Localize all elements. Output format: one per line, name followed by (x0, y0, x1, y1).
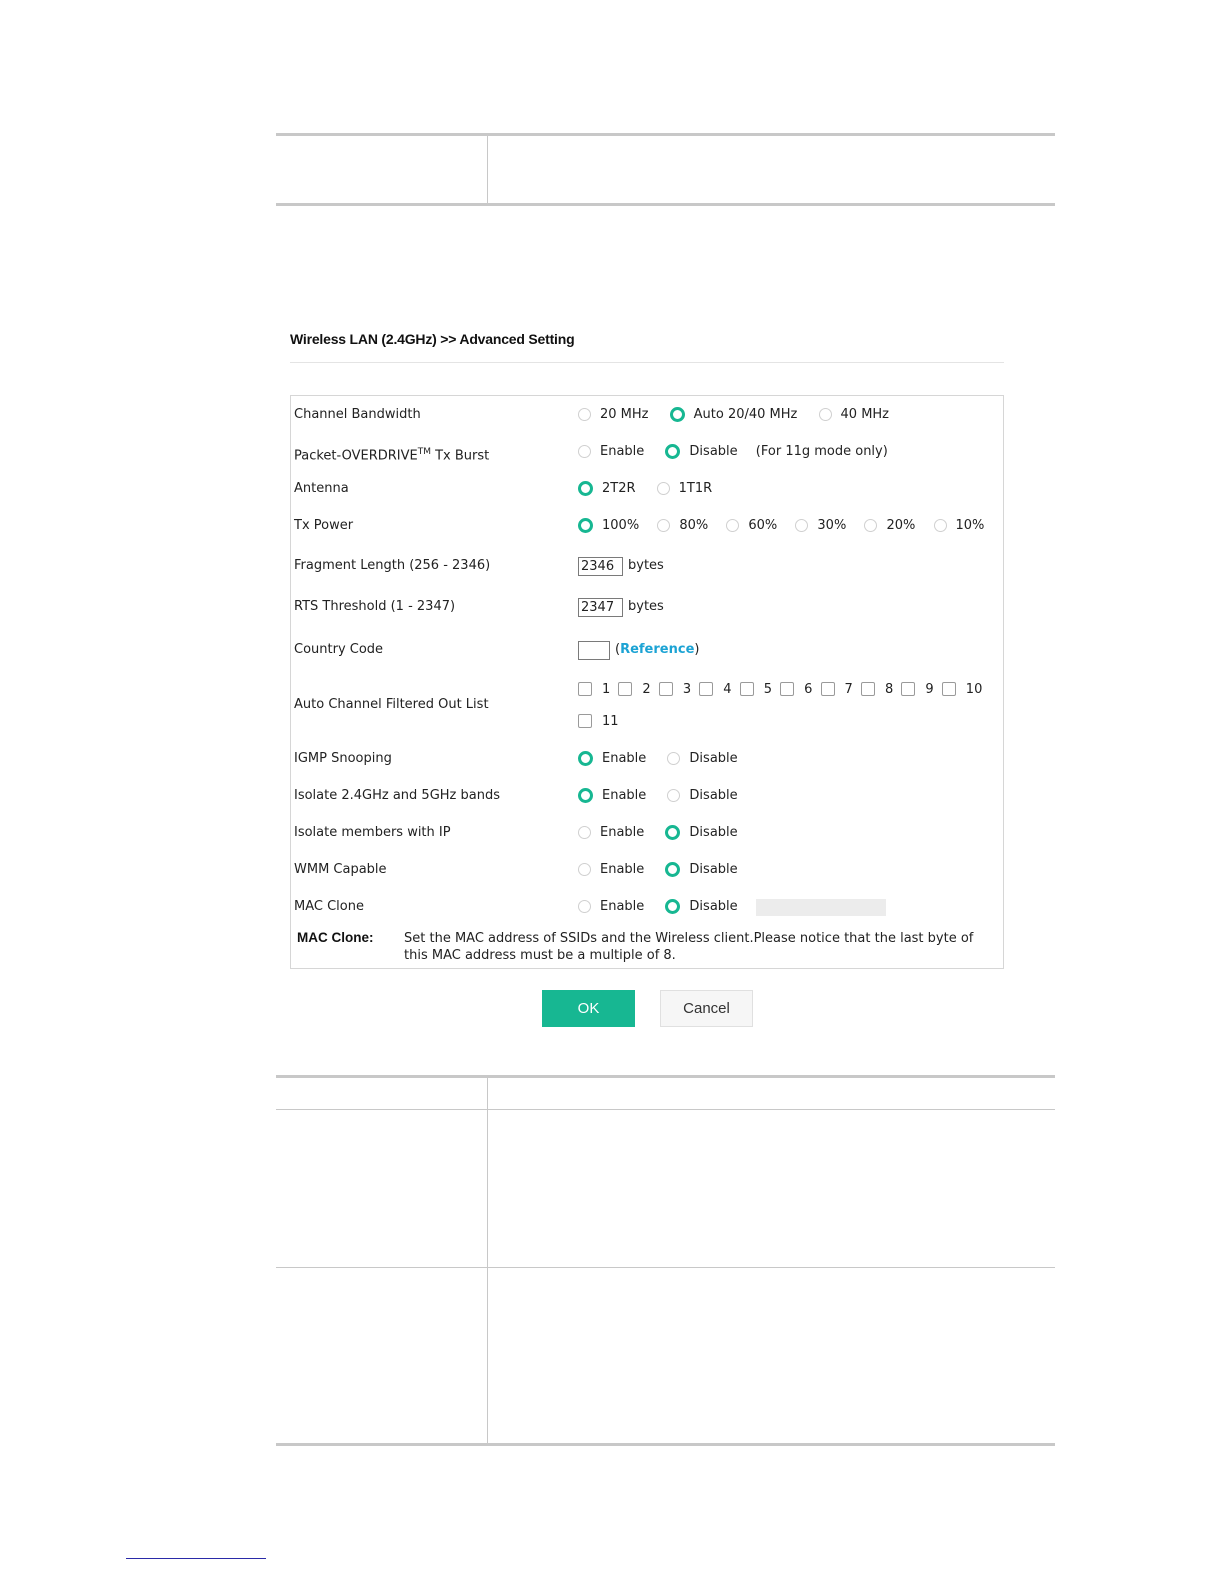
channel-8-checkbox[interactable] (861, 682, 875, 696)
tx-burst-disable-radio[interactable] (665, 444, 680, 459)
channel-7-checkbox[interactable] (821, 682, 835, 696)
channel-7-option[interactable] (821, 678, 853, 702)
channel-11-checkbox[interactable] (578, 714, 592, 728)
channel-9-option[interactable] (901, 678, 933, 702)
country-code-row (294, 638, 1000, 662)
antenna-label: Antenna (294, 481, 349, 496)
bottom-table-header-rule (276, 1109, 1055, 1110)
wmm-enable-radio[interactable] (578, 863, 591, 876)
igmp-disable-text: Disable (689, 751, 738, 766)
tx-power-30-text: 30% (817, 518, 847, 533)
auto-channel-label: Auto Channel Filtered Out List (294, 697, 489, 712)
channel-bandwidth-label: Channel Bandwidth (294, 407, 421, 422)
auto-channel-list-line1 (578, 678, 982, 702)
tx-power-row (294, 514, 1000, 538)
channel-3-text: 3 (682, 682, 692, 697)
bottom-table-rule-bottom (276, 1443, 1055, 1446)
isolate-members-label: Isolate members with IP (294, 825, 451, 840)
channel-1-text: 1 (602, 682, 611, 697)
tx-burst-label-main: Packet-OVERDRIVE (294, 448, 418, 464)
igmp-enable-text: Enable (602, 751, 647, 766)
note-text: Set the MAC address of SSIDs and the Wireless client.Please notice that the last byte of this MAC address must be a multiple of 8. (404, 931, 974, 963)
channel-4-checkbox[interactable] (699, 682, 713, 696)
tx-power-100-option[interactable] (578, 514, 639, 538)
channel-6-checkbox[interactable] (780, 682, 794, 696)
tx-power-100-radio[interactable] (578, 518, 593, 533)
footer-link-underline (126, 1558, 266, 1559)
top-table-rule-top (276, 133, 1055, 136)
bandwidth-40mhz-text: 40 MHz (840, 407, 890, 422)
wmm-label: WMM Capable (294, 862, 387, 877)
note-label: MAC Clone: (297, 930, 374, 945)
isolate-members-enable-text: Enable (600, 825, 645, 840)
isolate-bands-enable-text: Enable (602, 788, 647, 803)
tx-power-10-option[interactable] (934, 514, 985, 538)
title-divider (290, 362, 1004, 363)
tx-burst-label-sup: TM (417, 447, 431, 457)
igmp-enable-option[interactable] (578, 747, 646, 771)
tx-burst-label-tail: Tx Burst (430, 448, 490, 464)
wmm-disable-text: Disable (689, 862, 738, 877)
wmm-enable-text: Enable (600, 862, 645, 877)
igmp-snooping-row (294, 747, 1000, 771)
tx-power-20-option[interactable] (864, 514, 915, 538)
channel-9-text: 9 (925, 682, 934, 697)
bottom-table-rule-top (276, 1075, 1055, 1078)
tx-burst-enable-radio[interactable] (578, 445, 591, 458)
isolate-bands-disable-radio[interactable] (667, 789, 680, 802)
tx-power-20-text: 20% (886, 518, 916, 533)
mac-clone-enable-option[interactable] (578, 895, 644, 919)
tx-power-10-radio[interactable] (934, 519, 947, 532)
channel-6-text: 6 (804, 682, 813, 697)
channel-2-option[interactable] (618, 678, 650, 702)
channel-11-option[interactable] (578, 710, 619, 734)
channel-5-option[interactable] (740, 678, 772, 702)
antenna-2t2r-text: 2T2R (602, 481, 636, 496)
tx-power-80-option[interactable] (657, 514, 708, 538)
channel-7-text: 7 (844, 682, 853, 697)
igmp-enable-radio[interactable] (578, 751, 593, 766)
rts-threshold-row (294, 595, 1000, 619)
bandwidth-auto-option[interactable] (670, 403, 798, 427)
rts-threshold-input[interactable]: 2347 (578, 598, 623, 617)
tx-burst-note: (For 11g mode only) (755, 444, 888, 459)
bandwidth-20mhz-radio[interactable] (578, 408, 591, 421)
tx-power-10-text: 10% (955, 518, 985, 533)
country-code-label: Country Code (294, 642, 384, 657)
bandwidth-20mhz-text: 20 MHz (600, 407, 649, 422)
tx-power-30-radio[interactable] (795, 519, 808, 532)
isolate-bands-enable-option[interactable] (578, 784, 646, 808)
isolate-bands-disable-text: Disable (689, 788, 738, 803)
bandwidth-auto-radio[interactable] (670, 407, 685, 422)
country-code-reference (615, 638, 699, 662)
wmm-disable-option[interactable] (665, 858, 737, 882)
igmp-disable-option[interactable] (667, 747, 737, 771)
wmm-enable-option[interactable] (578, 858, 644, 882)
channel-8-text: 8 (884, 682, 894, 697)
bandwidth-40mhz-radio[interactable] (819, 408, 832, 421)
top-table-rule-bottom (276, 203, 1055, 206)
channel-1-checkbox[interactable] (578, 682, 592, 696)
channel-9-checkbox[interactable] (901, 682, 915, 696)
antenna-1t1r-radio[interactable] (657, 482, 670, 495)
fragment-length-label: Fragment Length (256 - 2346) (294, 558, 491, 573)
antenna-1t1r-text: 1T1R (678, 481, 713, 496)
antenna-2t2r-option[interactable] (578, 477, 636, 501)
page-title: Wireless LAN (2.4GHz) >> Advanced Setting (290, 331, 575, 347)
cancel-button[interactable]: Cancel (660, 990, 753, 1027)
mac-clone-row (294, 895, 1000, 919)
mac-address-input[interactable] (756, 899, 886, 916)
wmm-row (294, 858, 1000, 882)
tx-burst-disable-option[interactable] (665, 440, 737, 464)
mac-clone-enable-radio[interactable] (578, 900, 591, 913)
mac-clone-disable-text: Disable (689, 899, 738, 914)
isolate-members-enable-radio[interactable] (578, 826, 591, 839)
bandwidth-auto-text: Auto 20/40 MHz (693, 407, 798, 422)
reference-close-paren: ) (694, 642, 700, 657)
reference-link[interactable]: Reference (620, 642, 695, 657)
tx-burst-row (294, 440, 1000, 464)
auto-channel-list-line2 (578, 710, 619, 734)
isolate-bands-row (294, 784, 1000, 808)
rts-threshold-label: RTS Threshold (1 - 2347) (294, 599, 456, 614)
channel-1-option[interactable] (578, 678, 610, 702)
mac-clone-disable-radio[interactable] (665, 899, 680, 914)
isolate-members-enable-option[interactable] (578, 821, 644, 845)
top-table-divider (487, 136, 488, 204)
channel-4-text: 4 (723, 682, 732, 697)
fragment-length-unit: bytes (628, 558, 664, 573)
channel-2-text: 2 (642, 682, 651, 697)
isolate-members-disable-option[interactable] (665, 821, 737, 845)
channel-10-checkbox[interactable] (942, 682, 956, 696)
tx-power-80-radio[interactable] (657, 519, 670, 532)
mac-clone-label: MAC Clone (294, 899, 364, 914)
bottom-table-divider (487, 1078, 488, 1444)
tx-power-60-text: 60% (748, 518, 778, 533)
isolate-members-disable-text: Disable (689, 825, 738, 840)
mac-clone-enable-text: Enable (600, 899, 645, 914)
tx-burst-enable-option[interactable] (578, 440, 644, 464)
bandwidth-40mhz-option[interactable] (819, 403, 890, 427)
channel-11-text: 11 (602, 714, 619, 729)
igmp-disable-radio[interactable] (667, 752, 680, 765)
reference-open-paren: ( (615, 642, 621, 657)
isolate-members-row (294, 821, 1000, 845)
channel-8-option[interactable] (861, 678, 893, 702)
antenna-2t2r-radio[interactable] (578, 481, 593, 496)
channel-10-option[interactable] (942, 678, 983, 702)
ok-button[interactable]: OK (542, 990, 635, 1027)
channel-5-text: 5 (763, 682, 772, 697)
channel-3-option[interactable] (659, 678, 691, 702)
channel-10-text: 10 (965, 682, 983, 697)
tx-burst-enable-text: Enable (600, 444, 645, 459)
mac-clone-disable-option[interactable] (665, 895, 737, 919)
isolate-members-disable-radio[interactable] (665, 825, 680, 840)
isolate-bands-disable-option[interactable] (667, 784, 737, 808)
fragment-length-input[interactable]: 2346 (578, 557, 623, 576)
tx-power-80-text: 80% (679, 518, 709, 533)
antenna-row (294, 477, 1000, 501)
tx-burst-label (294, 440, 489, 468)
tx-power-60-radio[interactable] (726, 519, 739, 532)
tx-power-30-option[interactable] (795, 514, 846, 538)
tx-power-100-text: 100% (602, 518, 640, 533)
channel-3-checkbox[interactable] (659, 682, 673, 696)
tx-power-20-radio[interactable] (864, 519, 877, 532)
channel-5-checkbox[interactable] (740, 682, 754, 696)
country-code-input[interactable] (578, 641, 610, 660)
tx-power-60-option[interactable] (726, 514, 777, 538)
channel-2-checkbox[interactable] (618, 682, 632, 696)
antenna-1t1r-option[interactable] (657, 477, 713, 501)
channel-bandwidth-row (294, 403, 1000, 427)
fragment-length-row (294, 554, 1000, 578)
igmp-snooping-label: IGMP Snooping (294, 751, 392, 766)
tx-power-label: Tx Power (294, 518, 354, 533)
wmm-disable-radio[interactable] (665, 862, 680, 877)
isolate-bands-label: Isolate 2.4GHz and 5GHz bands (294, 788, 500, 803)
isolate-bands-enable-radio[interactable] (578, 788, 593, 803)
rts-threshold-unit: bytes (628, 599, 664, 614)
bottom-table-row-rule (276, 1267, 1055, 1268)
channel-4-option[interactable] (699, 678, 731, 702)
bandwidth-20mhz-option[interactable] (578, 403, 649, 427)
tx-burst-disable-text: Disable (689, 444, 738, 459)
channel-6-option[interactable] (780, 678, 812, 702)
